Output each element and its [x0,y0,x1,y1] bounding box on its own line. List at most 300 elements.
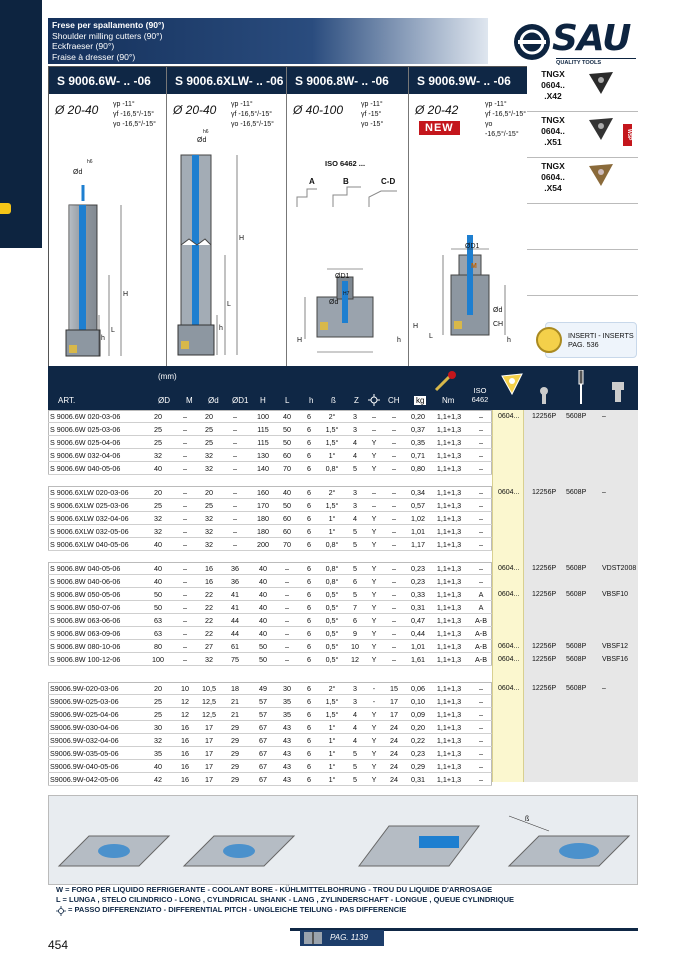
cell: Y [371,438,377,447]
table-row [48,614,492,627]
cell: 57 [259,697,267,706]
cell: 1,1+1,3 [436,655,462,664]
cell: 67 [259,749,267,758]
cell: 6 [307,603,311,612]
insert-x42: TNGX 0604.. .X42 [527,66,638,112]
table-row [48,601,492,614]
cell: – [183,514,187,523]
label-CH: CH [493,321,504,328]
rake-angles: γp -11° γf -16,5°/-15° γo -16,5°/-15° [231,101,274,128]
rake-angles: γp -11° γf -15° γo -15° [361,101,384,128]
table-header [48,366,638,410]
magnifier-insert-icon [536,327,562,353]
cell: Y [371,564,377,573]
article-code: S 9006.6W 025-03-06 [50,425,121,434]
cell: 180 [257,527,269,536]
cell: 32 [205,540,213,549]
cell: 1,1+1,3 [436,723,462,732]
cell: 1,17 [411,540,425,549]
cell: 6 [307,412,311,421]
cell: 17 [205,749,213,758]
accessory-ref: VBSF16 [602,656,629,663]
accessory-ref: 5608P [566,591,587,598]
cell: – [372,425,376,434]
table-row [48,499,492,512]
cell: 1,1+1,3 [436,488,462,497]
screwdriver-icon [574,370,588,406]
label-h: h [507,337,511,344]
cell: 35 [283,710,291,719]
cell: – [479,723,483,732]
cell: 70 [283,464,291,473]
label-D1: ØD1 [465,243,480,250]
insert-page-ref[interactable]: INSERTI - INSERTS PAG. 536 [545,322,637,358]
cell: – [479,775,483,784]
cell: – [183,488,187,497]
cell: 32 [154,736,162,745]
logo-text: SAU [552,18,631,59]
cell: 170 [257,501,269,510]
cell: 0,31 [411,603,425,612]
cell: – [479,736,483,745]
col-D: ØD [158,396,170,405]
accessory-ref: VDST2008 [602,565,637,572]
cell: 1,1+1,3 [436,749,462,758]
cell: – [392,540,396,549]
cell: 44 [231,616,239,625]
accessory-ref: VBSF10 [602,591,629,598]
cell: 24 [390,736,398,745]
cell: – [392,412,396,421]
cell: 32 [205,464,213,473]
cell: 1° [328,514,336,523]
insert-x54: TNGX 0604.. .X54 [527,158,638,204]
panel-title: S 9006.9W- .. -06 [409,67,527,95]
wrench-torque-icon [432,370,458,394]
cell: – [183,425,187,434]
cell: 1° [328,736,336,745]
cell: 1,1+1,3 [436,616,462,625]
cell: 0,23 [411,577,425,586]
cell: 1,1+1,3 [436,451,462,460]
label-H: H [239,235,245,242]
cell: 32 [154,451,162,460]
cell: – [479,514,483,523]
cell: Y [371,723,377,732]
table-row [48,525,492,538]
cell: 25 [154,425,162,434]
cell: 1° [328,775,336,784]
cell: 40 [259,564,267,573]
cell: – [392,603,396,612]
cell: – [479,451,483,460]
cell: 5 [353,775,357,784]
cell: 1,1+1,3 [436,775,462,784]
cell: 1,1+1,3 [436,564,462,573]
col-Nm: Nm [442,396,455,405]
cell: 1,1+1,3 [436,464,462,473]
cell: 200 [257,540,269,549]
accessory-ref: 12256P [532,643,557,650]
accessory-ref: VBSF12 [602,643,629,650]
cell: 1,1+1,3 [436,642,462,651]
header-line-en: Shoulder milling cutters (90°) [52,30,163,41]
accessory-ref: 12256P [532,685,557,692]
cell: 1,1+1,3 [436,684,462,693]
note-long: L = LUNGA , STELO CILINDRICO - LONG , CYLINDRICAL SHANK - LANG , ZYLINDERSCHAFT - LONGUE , QUEUE CYLINDRIQUE [56,894,514,904]
article-code: S 9006.8W 063-06-06 [50,616,121,625]
accessory-ref: 12256P [532,656,557,663]
cell: – [285,616,289,625]
cell: 17 [390,710,398,719]
col-iso: ISO 6462 [471,386,489,404]
cell: – [285,603,289,612]
cell: Y [371,642,377,651]
cell: 18 [231,684,239,693]
cell: – [233,425,237,434]
article-code: S9006.9W-042-05-06 [50,775,119,784]
cell: 1° [328,451,336,460]
cell: – [392,629,396,638]
cell: – [392,655,396,664]
cell: 0,5° [325,616,339,625]
cell: – [183,501,187,510]
cell: – [285,564,289,573]
cell: 22 [205,629,213,638]
table-row [48,721,492,734]
cell: 0,8° [325,577,339,586]
cell: – [233,464,237,473]
cell: 16 [181,749,189,758]
cell: 0,57 [411,501,425,510]
cell: 50 [283,425,291,434]
cell: 1,1+1,3 [436,514,462,523]
diameter-range: Ø 40-100 [293,103,344,117]
cell: – [392,488,396,497]
cell: Y [371,527,377,536]
panel-8w [287,67,409,367]
cell: – [372,412,376,421]
cell: 40 [154,464,162,473]
article-code: S9006.9W-025-03-06 [50,697,119,706]
insert-shape-icon [500,372,524,396]
col-Z: Z [354,396,359,405]
cell: – [479,749,483,758]
panel-6xlw [167,67,287,367]
cell: – [392,564,396,573]
cell: 25 [154,697,162,706]
section-tab [0,203,11,214]
col-D1: ØD1 [232,396,249,405]
diameter-range: Ø 20-40 [55,103,99,117]
logo-emblem-icon [512,22,552,62]
table-row [48,760,492,773]
cell: 70 [283,540,291,549]
cell: – [183,616,187,625]
cell: – [183,655,187,664]
cell: 25 [154,438,162,447]
cell: 10,5 [202,684,216,693]
cell: 0,8° [325,540,339,549]
label-H7: H7 [343,291,350,297]
pitch-icon [368,394,380,406]
cell: 27 [205,642,213,651]
diameter-range: Ø 20-40 [173,103,217,117]
cell: – [479,697,483,706]
cell: Y [371,710,377,719]
cell: 2° [328,684,336,693]
cell: 60 [283,514,291,523]
cell: 12,5 [202,697,216,706]
cell: 1,01 [411,527,425,536]
cell: 43 [283,749,291,758]
accessory-ref: 5608P [566,656,587,663]
table-row [48,640,492,653]
profile-cd: C-D [381,177,396,186]
cell: 1,1+1,3 [436,577,462,586]
cell: 6 [307,775,311,784]
cell: 9 [353,629,357,638]
cell: 5 [353,590,357,599]
col-L: L [285,396,290,405]
article-code: S 9006.6XLW 040-05-06 [50,540,129,549]
article-code: S 9006.8W 080-10-06 [50,642,121,651]
cell: 1° [328,527,336,536]
cell: 0,5° [325,642,339,651]
panel-9w [409,67,528,367]
cell: 29 [231,775,239,784]
cell: A-B [475,629,487,638]
cell: 6 [307,501,311,510]
cell: 1,1+1,3 [436,697,462,706]
table-row [48,734,492,747]
cell: 1,02 [411,514,425,523]
article-code: S9006.9W-032-04-06 [50,736,119,745]
article-code: S 9006.6W 040-05-06 [50,464,121,473]
cell: 12 [351,655,359,664]
cell: – [285,655,289,664]
cell: – [183,412,187,421]
header-line-it: Frese per spallamento (90°) [52,20,165,30]
cell: 12 [181,697,189,706]
cell: 40 [259,577,267,586]
cutter-drawing-6w [49,135,167,365]
label-H: H [123,291,129,298]
cell: 22 [205,616,213,625]
profile-a: A [309,177,315,186]
cell: 1,5° [325,425,339,434]
cell: 57 [259,710,267,719]
cell: – [233,527,237,536]
article-code: S 9006.8W 063-09-06 [50,629,121,638]
cell: 32 [154,514,162,523]
cell: 6 [307,514,311,523]
cell: 16 [205,577,213,586]
cell: 67 [259,723,267,732]
cell: – [392,464,396,473]
cell: - [372,684,376,693]
cell: 0,20 [411,723,425,732]
cell: 0,31 [411,775,425,784]
page-number: 454 [48,938,69,952]
cell: 22 [205,603,213,612]
cell: – [392,425,396,434]
cell: 6 [307,464,311,473]
application-illustrations [49,796,639,886]
cell: 3 [353,697,357,706]
cell: 0,35 [411,438,425,447]
cell: 0,09 [411,710,425,719]
cell: – [392,616,396,625]
cell: – [392,590,396,599]
cell: – [479,684,483,693]
article-code: S 9006.6W 025-04-06 [50,438,121,447]
label-h6: h6 [203,129,209,135]
cell: 5 [353,540,357,549]
accessory-ref: 0604... [498,565,520,572]
article-code: S 9006.6W 020-03-06 [50,412,121,421]
cell: – [183,464,187,473]
table-row [48,695,492,708]
cell: 43 [283,762,291,771]
table-row [48,747,492,760]
cell: 50 [154,603,162,612]
cell: 17 [205,736,213,745]
cell: 1,01 [411,642,425,651]
label-h: h [219,325,223,332]
label-d: Ød [197,137,207,144]
table-row [48,682,492,695]
cell: – [392,577,396,586]
cell: – [392,527,396,536]
cell: – [233,451,237,460]
cell: 32 [205,527,213,536]
cell: 40 [259,603,267,612]
cell: 4 [353,710,357,719]
cell: 1,1+1,3 [436,710,462,719]
article-code: S 9006.8W 050-05-06 [50,590,121,599]
cell: 6 [307,590,311,599]
cell: 0,29 [411,762,425,771]
cell: – [479,527,483,536]
cell: – [183,438,187,447]
spec-table [48,366,638,782]
article-code: S9006.9W-040-05-06 [50,762,119,771]
accessory-ref: – [602,685,606,692]
cell: Y [371,590,377,599]
cell: 5 [353,564,357,573]
cell: 24 [390,762,398,771]
cell: 50 [259,642,267,651]
cell: 42 [154,775,162,784]
cell: 25 [154,710,162,719]
accessory-ref: 12256P [532,591,557,598]
cell: 50 [283,501,291,510]
cell: 30 [283,684,291,693]
cell: Y [371,736,377,745]
shim-screw-icon [608,382,628,404]
article-code: S9006.9W-035-05-06 [50,749,119,758]
diameter-range: Ø 20-42 [415,103,459,117]
label-h: h [101,335,105,342]
cell: – [233,514,237,523]
table-row [48,512,492,525]
cell: A [478,603,484,612]
table-row [48,562,492,575]
cell: 1,1+1,3 [436,590,462,599]
cell: 36 [231,577,239,586]
article-code: S9006.9W-025-04-06 [50,710,119,719]
rake-angles: γp -11° γf -16,5°/-15° γo -16,5°/-15° [485,101,527,138]
label-d: Ød [329,299,339,306]
label-M: M [471,263,477,270]
cell: 6 [307,425,311,434]
cell: – [479,564,483,573]
cell: 20 [154,412,162,421]
table-row [48,436,492,449]
cell: Y [371,577,377,586]
cell: 20 [154,488,162,497]
cell: 5 [353,464,357,473]
cell: 21 [231,697,239,706]
article-code: S 9006.8W 040-05-06 [50,564,121,573]
cell: 4 [353,736,357,745]
cell: 6 [307,616,311,625]
cell: 3 [353,488,357,497]
cell: 0,33 [411,590,425,599]
accessory-ref: 5608P [566,489,587,496]
cell: 3 [353,412,357,421]
cell: 24 [390,723,398,732]
cell: 16 [205,564,213,573]
panel-title: S 9006.6W- .. -06 [49,67,166,95]
footer-page-ref[interactable]: PAG. 1139 [300,930,384,946]
table-row [48,462,492,475]
cell: 1,5° [325,710,339,719]
cell: 6 [307,655,311,664]
cell: 40 [154,540,162,549]
col-h: h [309,396,314,405]
cell: 41 [231,590,239,599]
cell: 50 [283,438,291,447]
rake-angles: γp -11° γf -16,5°/-15° γo -16,5°/-15° [113,101,156,128]
legend-notes [56,885,514,914]
cell: 17 [390,697,398,706]
label-h6: h6 [87,159,93,165]
cell: 6 [307,577,311,586]
cell: 1,1+1,3 [436,501,462,510]
cell: 6 [307,527,311,536]
cell: 16 [181,723,189,732]
cell: – [233,501,237,510]
cell: 1,5° [325,438,339,447]
cell: – [479,488,483,497]
cell: – [183,577,187,586]
cell: 40 [259,629,267,638]
accessory-ref: 12256P [532,565,557,572]
cell: 80 [154,642,162,651]
cell: – [479,464,483,473]
label-L: L [111,327,115,334]
article-code: S9006.9W-020-03-06 [50,684,119,693]
header-line-fr: Fraise à dresser (90°) [52,51,136,62]
accessory-ref: 12256P [532,413,557,420]
cell: 0,5° [325,603,339,612]
insert-x42-icon [587,70,615,96]
cell: 25 [205,425,213,434]
cell: 67 [259,775,267,784]
cell: 63 [154,616,162,625]
